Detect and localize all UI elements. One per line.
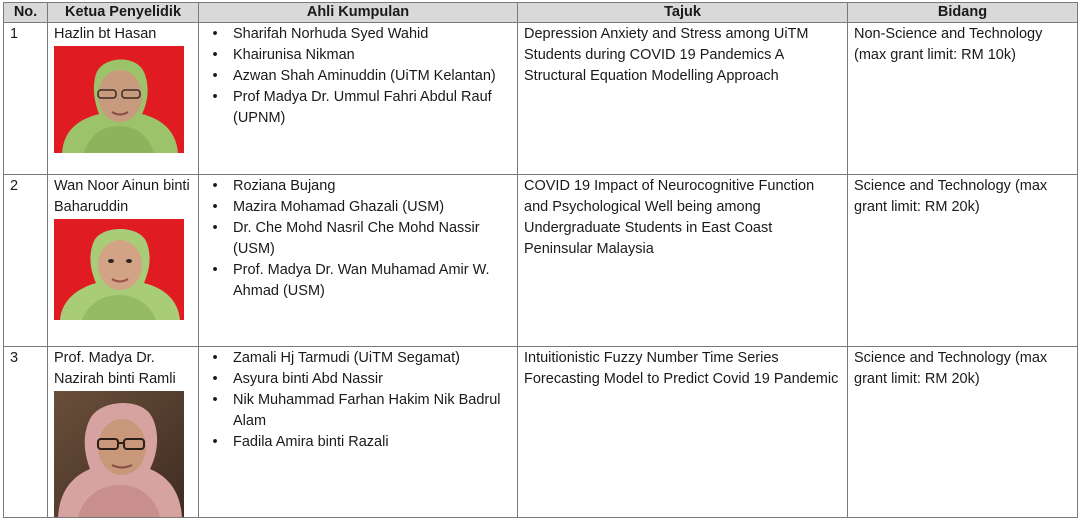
header-bidang: Bidang bbox=[848, 3, 1078, 23]
row-number: 3 bbox=[4, 347, 48, 518]
list-item: • Fadila Amira binti Razali bbox=[212, 434, 389, 450]
title-cell: COVID 19 Impact of Neurocognitive Function and Psychological Well being among Undergraduate Students in East Coast Peninsular Malaysia bbox=[518, 175, 848, 347]
header-tajuk: Tajuk bbox=[518, 3, 848, 23]
lead-researcher-name: Hazlin bt Hasan bbox=[54, 26, 157, 42]
lead-researcher-name: Prof. Madya Dr. Nazirah binti Ramli bbox=[54, 350, 176, 387]
lead-researcher-cell bbox=[48, 23, 199, 175]
title-cell: Intuitionistic Fuzzy Number Time Series Forecasting Model to Predict Covid 19 Pandemic bbox=[518, 347, 848, 518]
portrait-image bbox=[54, 391, 184, 517]
members-list bbox=[205, 348, 511, 453]
researcher-photo bbox=[54, 46, 184, 153]
list-item: • Asyura binti Abd Nassir bbox=[212, 371, 383, 387]
members-cell bbox=[199, 347, 518, 518]
list-item: • Mazira Mohamad Ghazali (USM) bbox=[212, 199, 445, 215]
researcher-photo bbox=[54, 391, 184, 517]
members-list bbox=[205, 24, 511, 129]
members-cell bbox=[199, 23, 518, 175]
list-item: • Prof Madya Dr. Ummul Fahri Abdul Rauf (UPNM) bbox=[212, 89, 492, 126]
lead-researcher-name: Wan Noor Ainun binti Baharuddin bbox=[54, 178, 190, 215]
table-row bbox=[4, 347, 1078, 518]
list-item: • Roziana Bujang bbox=[212, 178, 336, 194]
list-item: • Dr. Che Mohd Nasril Che Mohd Nassir (USM) bbox=[212, 220, 480, 257]
header-ahli: Ahli Kumpulan bbox=[199, 3, 518, 23]
row-number: 2 bbox=[4, 175, 48, 347]
list-item: • Zamali Hj Tarmudi (UiTM Segamat) bbox=[212, 350, 460, 366]
header-ketua: Ketua Penyelidik bbox=[48, 3, 199, 23]
researcher-photo bbox=[54, 219, 184, 320]
header-no: No. bbox=[4, 3, 48, 23]
list-item: • Prof. Madya Dr. Wan Muhamad Amir W. Ahmad (USM) bbox=[212, 262, 490, 299]
list-item: • Azwan Shah Aminuddin (UiTM Kelantan) bbox=[212, 68, 496, 84]
field-cell: Science and Technology (max grant limit: RM 20k) bbox=[848, 347, 1078, 518]
portrait-image bbox=[54, 219, 184, 320]
lead-researcher-cell bbox=[48, 347, 199, 518]
table-row bbox=[4, 175, 1078, 347]
lead-researcher-cell bbox=[48, 175, 199, 347]
research-grant-table bbox=[3, 2, 1078, 518]
table-row bbox=[4, 23, 1078, 175]
research-table-container bbox=[3, 2, 1078, 518]
header-row bbox=[4, 3, 1078, 23]
field-cell: Science and Technology (max grant limit: RM 20k) bbox=[848, 175, 1078, 347]
members-list bbox=[205, 176, 511, 302]
list-item: • Nik Muhammad Farhan Hakim Nik Badrul Alam bbox=[212, 392, 501, 429]
row-number: 1 bbox=[4, 23, 48, 175]
members-cell bbox=[199, 175, 518, 347]
title-cell: Depression Anxiety and Stress among UiTM Students during COVID 19 Pandemics A Structural Equation Modelling Approach bbox=[518, 23, 848, 175]
list-item: • Sharifah Norhuda Syed Wahid bbox=[212, 26, 429, 42]
list-item: • Khairunisa Nikman bbox=[212, 47, 355, 63]
field-cell: Non-Science and Technology (max grant limit: RM 10k) bbox=[848, 23, 1078, 175]
portrait-image bbox=[54, 46, 184, 153]
